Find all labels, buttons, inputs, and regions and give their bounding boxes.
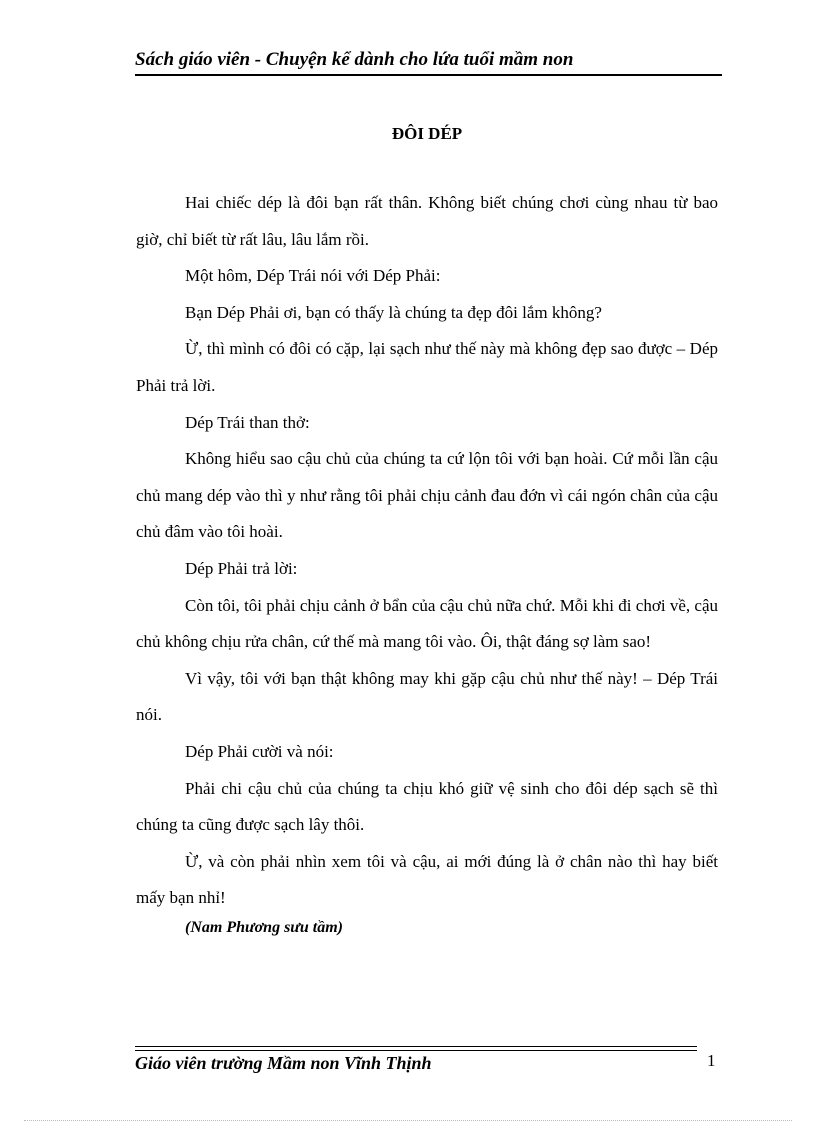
paragraph: Dép Phải cười và nói: [185, 741, 334, 761]
paragraph: Ừ, và còn phải nhìn xem tôi và cậu, ai mới đúng là ở chân nào thì hay biết mấy bạn nhỉ! [136, 851, 718, 908]
footer-school: Giáo viên trường Mầm non Vĩnh Thịnh [135, 1053, 432, 1073]
attribution: (Nam Phương sưu tầm) [185, 918, 343, 936]
page-number: 1 [707, 1051, 716, 1070]
paragraph: Một hôm, Dép Trái nói với Dép Phải: [185, 266, 441, 286]
paragraph: Dép Phải trả lời: [185, 558, 298, 578]
paragraph: Bạn Dép Phải ơi, bạn có thấy là chúng ta đẹp đôi lắm không? [185, 302, 602, 322]
paragraph: Phải chi cậu chủ của chúng ta chịu khó giữ vệ sinh cho đôi dép sạch sẽ thì chúng ta cũng được sạch lây thôi. [136, 778, 718, 835]
story-title: ĐÔI DÉP [391, 124, 463, 143]
footer-rule [135, 1046, 697, 1051]
paragraph: Vì vậy, tôi với bạn thật không may khi gặp cậu chủ như thế này! – Dép Trái nói. [136, 668, 718, 725]
paragraph: Hai chiếc dép là đôi bạn rất thân. Không biết chúng chơi cùng nhau từ bao giờ, chỉ biết từ rất lâu, lâu lắm rồi. [136, 193, 718, 249]
header-title: Sách giáo viên - Chuyện kể dành cho lứa tuổi mầm non [135, 49, 574, 70]
paragraph: Còn tôi, tôi phải chịu cảnh ở bẩn của cậu chủ nữa chứ. Mỗi khi đi chơi về, cậu chủ không chịu rửa chân, cứ thế mà mang tôi vào. Ôi, thật đáng sợ làm sao! [136, 595, 718, 652]
paragraph: Ừ, thì mình có đôi có cặp, lại sạch như thế này mà không đẹp sao được – Dép Phải trả lời. [136, 339, 718, 395]
page-header [135, 46, 722, 76]
page-bottom-divider [24, 1120, 792, 1121]
story-body [136, 185, 718, 939]
paragraph: Dép Trái than thở: [185, 412, 310, 432]
paragraph: Không hiểu sao cậu chủ của chúng ta cứ lộn tôi với bạn hoài. Cứ mỗi lần cậu chủ mang dép vào thì y như rằng tôi phải chịu cảnh đau đớn vì cái ngón chân của cậu chủ đâm vào tôi hoài. [136, 449, 718, 542]
